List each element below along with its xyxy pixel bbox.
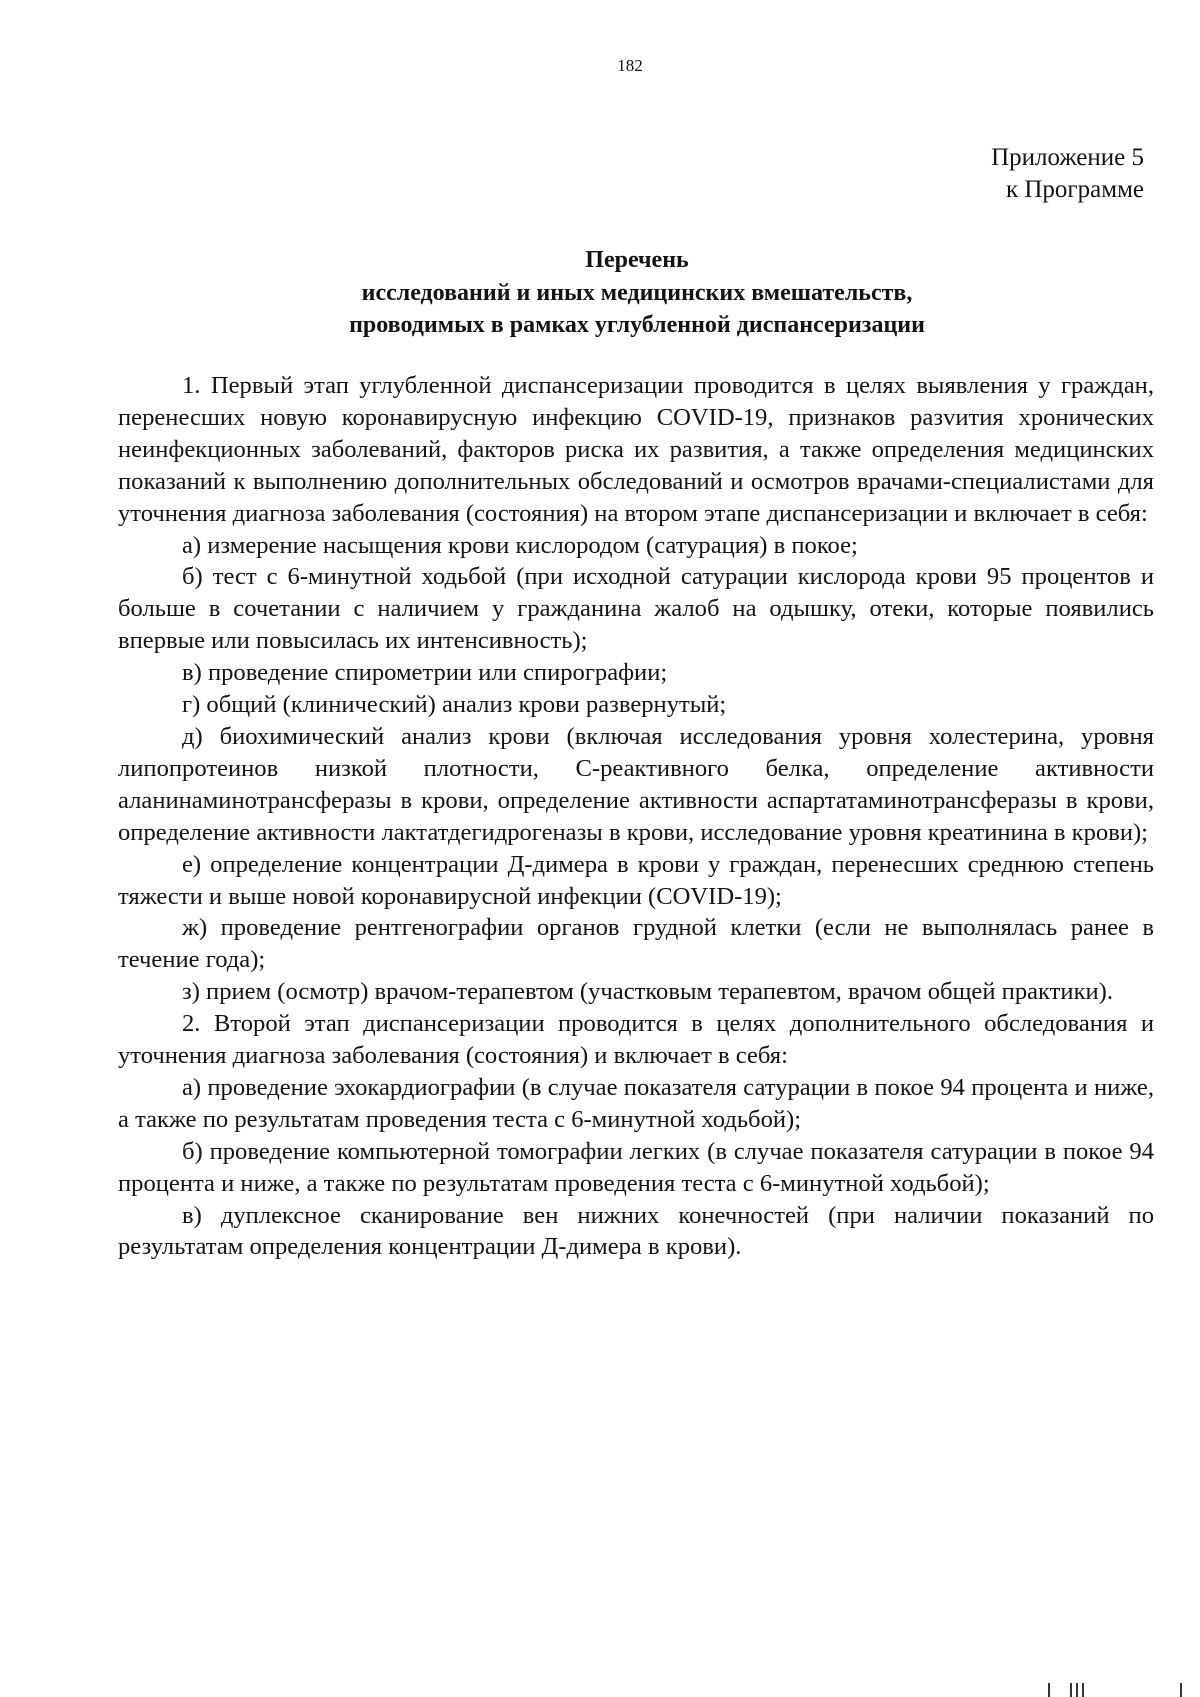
document-body	[118, 370, 1154, 1263]
item-1g: г) общий (клинический) анализ крови развернутый;	[182, 691, 727, 719]
title-line-1: Перечень	[585, 247, 689, 273]
item-1v: в) проведение спирометрии или спирографии;	[182, 659, 668, 687]
item-1b: б) тест с 6-минутной ходьбой (при исходной сатурации кислорода крови 95 процентов и больше в сочетании с наличием у гражданина жалоб на одышку, отеки, которые появились впервые или повысилась их интенсивность);	[118, 563, 1154, 655]
scan-mark	[1180, 1683, 1182, 1697]
item-1d: д) биохимический анализ крови (включая исследования уровня холестерина, уровня липопротеинов низкой плотности, С-реактивного белка, определение активности аланинаминотрансферазы в крови, определение активности аспартатаминотрансферазы в крови, определение активности лактатдегидрогеназы в крови, исследование уровня креатинина в крови);	[118, 722, 1154, 846]
title-line-2: исследований и иных медицинских вмешательств,	[361, 279, 913, 306]
item-2b: б) проведение компьютерной томографии легких (в случае показателя сатурации в покое 94 процента и ниже, а также по результатам проведения теста с 6-минутной ходьбой);	[118, 1137, 1154, 1197]
scan-mark	[1076, 1683, 1078, 1697]
paragraph-2: 2. Второй этап диспансеризации проводится в целях дополнительного обследования и уточнения диагноза заболевания (состояния) и включает в себя:	[118, 1010, 1154, 1070]
scan-artifact-marks	[1000, 1667, 1200, 1697]
item-2v: в) дуплексное сканирование вен нижних конечностей (при наличии показаний по результатам определения концентрации Д-димера в крови).	[118, 1201, 1154, 1261]
item-1zh: ж) проведение рентгенографии органов грудной клетки (если не выполнялась ранее в течение года);	[118, 914, 1154, 974]
scan-mark	[1082, 1683, 1084, 1697]
item-2a: а) проведение эхокардиографии (в случае показателя сатурации в покое 94 процента и ниже, а также по результатам проведения теста с 6-минутной ходьбой);	[118, 1073, 1154, 1133]
page-number: 182	[617, 56, 643, 75]
document-title	[120, 244, 1154, 342]
appendix-note	[991, 142, 1144, 206]
item-1e: е) определение концентрации Д-димера в крови у граждан, перенесших среднюю степень тяжести и выше новой коронавирусной инфекции (COVID-19);	[118, 850, 1154, 910]
item-1a: а) измерение насыщения крови кислородом (сатурация) в покое;	[182, 531, 858, 559]
appendix-line-1: Приложение 5	[991, 144, 1144, 171]
paragraph-1: 1. Первый этап углубленной диспансеризации проводится в целях выявления у граждан, перенесших новую коронавирусную инфекцию COVID-19, признаков разvития хронических неинфекционных заболеваний, факторов риска их развития, а также определения медицинских показаний к выполнению дополнительных обследований и осмотров врачами-специалистами для уточнения диагноза заболевания (состояния) на втором этапе диспансеризации и включает в себя:	[118, 372, 1154, 527]
item-1z: з) прием (осмотр) врачом-терапевтом (участковым терапевтом, врачом общей практики).	[182, 978, 1114, 1006]
title-line-3: проводимых в рамках углубленной диспансеризации	[349, 312, 925, 338]
scan-mark	[1070, 1683, 1072, 1697]
scan-mark	[1048, 1683, 1050, 1697]
appendix-line-2: к Программе	[1005, 176, 1144, 203]
